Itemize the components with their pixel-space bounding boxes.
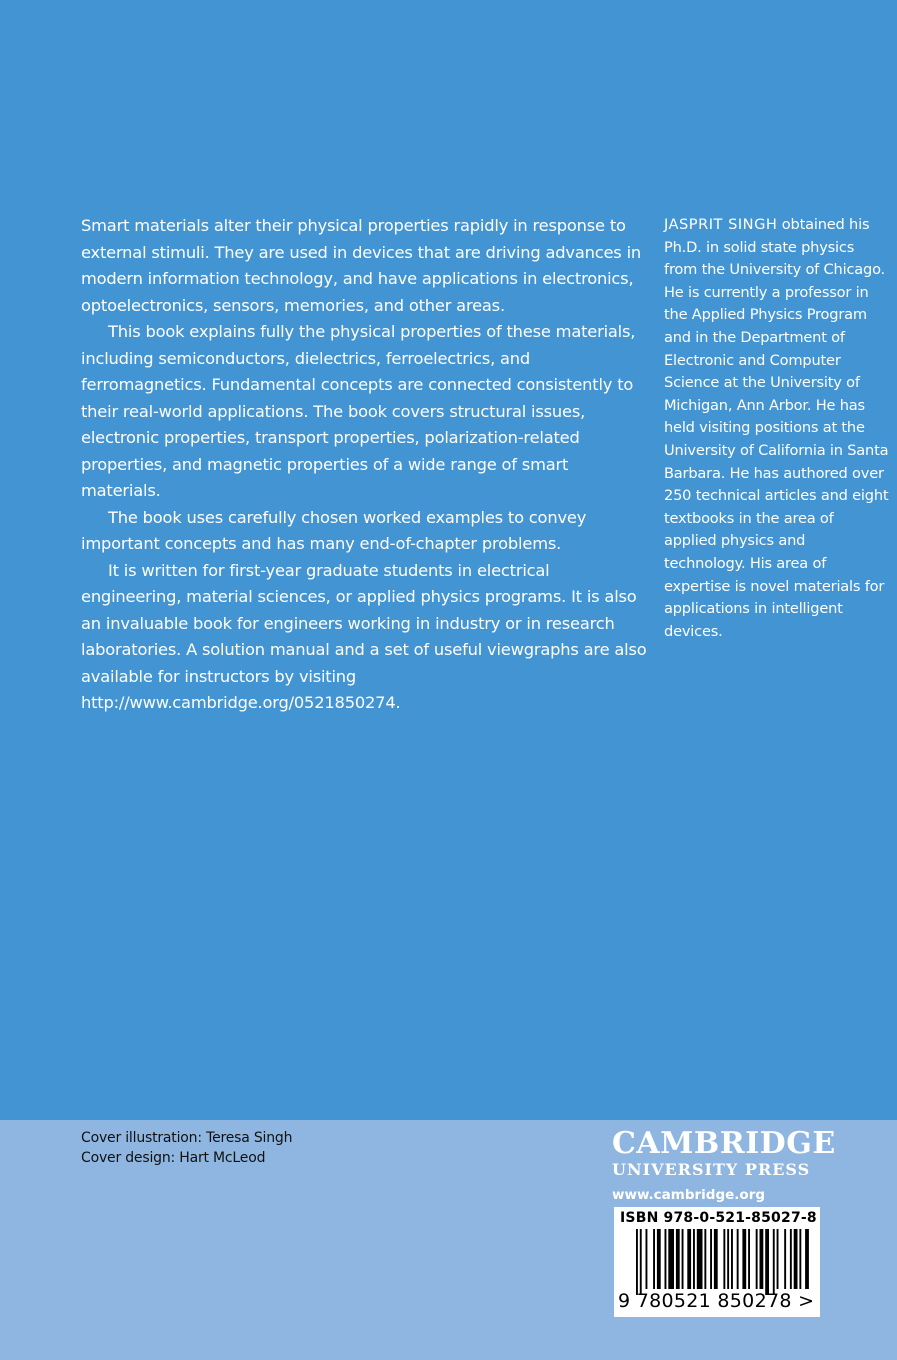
barcode-bar — [676, 1229, 680, 1289]
barcode-bar — [723, 1229, 725, 1289]
barcode-bar — [693, 1229, 695, 1289]
barcode-bar — [727, 1229, 729, 1289]
barcode-bar — [710, 1229, 712, 1289]
description-paragraph-1: Smart materials alter their physical properties rapidly in response to external stimuli. They are used in devices that are driving advances in modern information technology, and have applications in electronics, optoelectronics, sensors, memories, and other areas. — [81, 216, 642, 315]
barcode-bar — [687, 1229, 691, 1289]
barcode-bar — [668, 1229, 674, 1289]
barcode-bar — [742, 1229, 746, 1289]
barcode-bar — [737, 1229, 739, 1289]
barcode-bar — [653, 1229, 655, 1289]
description-paragraph-2: This book explains fully the physical properties of these materials, including semiconductors, dielectrics, ferroelectrics, and ferromagnetics. Fundamental concepts are connected consistently to their real-world applications. The book covers structural issues, electronic properties, transport properties, polarization-related properties, and magnetic properties of a wide range of smart materials. — [81, 322, 636, 500]
cover-illustration-credit: Cover illustration: Teresa Singh — [81, 1130, 293, 1146]
cover-design-credit: Cover design: Hart McLeod — [81, 1149, 266, 1166]
barcode-bar — [665, 1229, 667, 1289]
barcode-bar — [657, 1229, 661, 1289]
publisher-name: CAMBRIDGE — [612, 1126, 836, 1161]
barcode-bar — [636, 1229, 638, 1295]
barcode-bar — [790, 1229, 792, 1289]
bottom-band — [0, 1120, 897, 1360]
barcode-bar — [704, 1229, 706, 1289]
description-paragraph-4: It is written for first-year graduate students in electrical engineering, material sciences, or applied physics programs. It is also an invaluable book for engineers working in industry or in research laboratories. A solution manual and a set of useful viewgraphs are also available for instructors by visiting http://www.cambridge.org/0521850274. — [81, 560, 647, 712]
book-description — [81, 213, 651, 717]
barcode-bar — [760, 1229, 764, 1289]
barcode-bar — [765, 1229, 769, 1295]
barcode-bar — [697, 1229, 703, 1289]
barcode-bar — [748, 1229, 750, 1289]
barcode-bar — [756, 1229, 758, 1289]
barcode-bar — [731, 1229, 733, 1289]
barcode-bar — [646, 1229, 648, 1289]
barcode-bar — [773, 1229, 775, 1295]
description-paragraph-3: The book uses carefully chosen worked examples to convey important concepts and has many end-of-chapter problems. — [81, 507, 587, 553]
barcode-bar — [714, 1229, 718, 1289]
barcode-bar — [799, 1229, 801, 1289]
publisher-subtitle: UNIVERSITY PRESS — [612, 1160, 811, 1179]
author-bio — [664, 214, 890, 643]
barcode-bar — [784, 1229, 786, 1289]
barcode-bar — [805, 1229, 809, 1289]
barcode-digits: 9 780521 850278 > — [618, 1290, 815, 1312]
author-name: JASPRIT SINGH — [664, 216, 778, 233]
author-bio-text: obtained his Ph.D. in solid state physics from the University of Chicago. He is currently a professor in the Applied Physics Program and in the Department of Electronic and Computer Science at the University of Michigan, Ann Arbor. He has held visiting positions at the University of California in Santa Barbara. He has authored over 250 technical articles and eight textbooks in the area of applied physics and technology. His area of expertise is novel materials for applications in intelligent devices. — [664, 216, 889, 640]
isbn-barcode — [614, 1207, 820, 1317]
barcode-bar — [794, 1229, 798, 1289]
isbn-label: ISBN 978-0-521-85027-8 — [620, 1210, 817, 1226]
publisher-logo — [612, 1126, 836, 1205]
barcode-bar — [777, 1229, 779, 1289]
publisher-url: www.cambridge.org — [612, 1187, 766, 1203]
barcode-bar — [682, 1229, 684, 1289]
barcode-bar — [640, 1229, 642, 1295]
cover-credits — [81, 1129, 292, 1168]
